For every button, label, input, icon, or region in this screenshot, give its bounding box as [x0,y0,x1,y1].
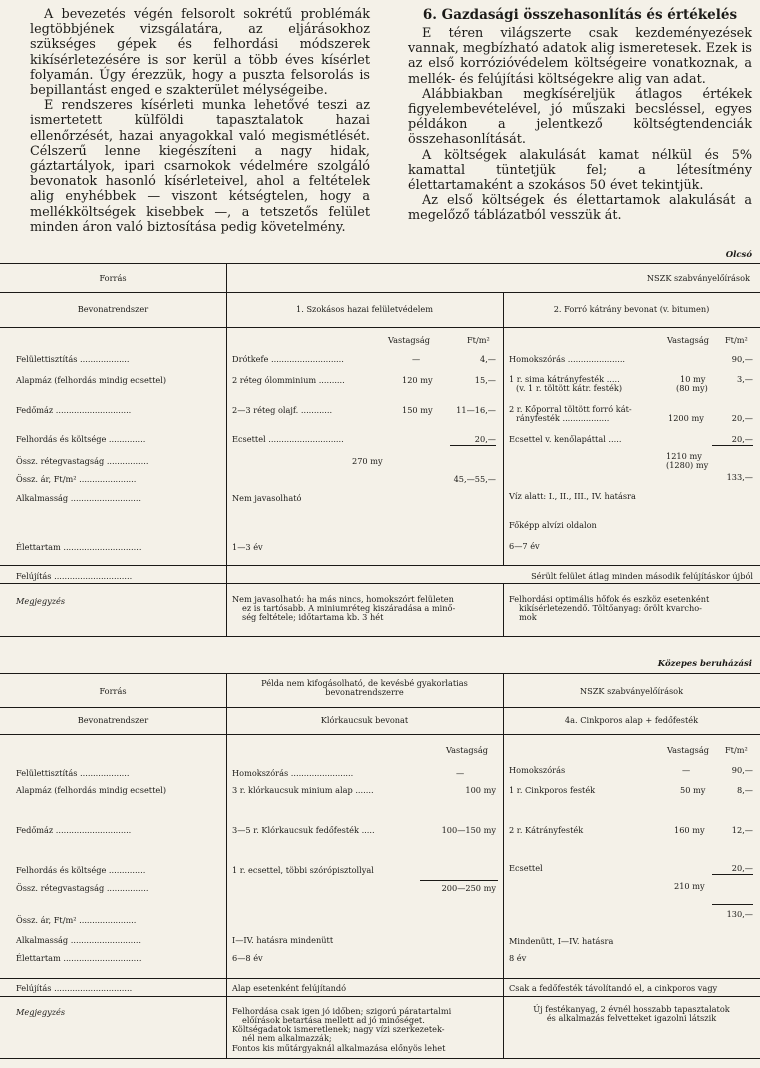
t1-c2-ossz-reteg-2: (1280) my [666,460,709,470]
t2-nszk: NSZK szabványelőírások [579,686,684,696]
left-paragraph-2: E rendszeres kísérleti munka lehetővé teszi az ismertetett külföldi tapasztalatok hazai ellenőrzését, hazai anyagokkal való megismétlését. Célszerű lenne kiegészíteni a nagy hidak, gáztartályok, ipari csarnokok védelmére szolgáló bevonatok hasonló kísérleteivel, ahol a feltételek alig enyhébbek — viszont kétségtelen, hogy a mellékköltségek kisebbek —, a tetszetős felület minden áron való biztosítása pedig követelmény. [30,98,370,235]
t2-row-felhordas: Felhordás és költsége .............. [16,865,146,875]
t1-c1-ossz-ar: 45,—55,— [453,474,496,484]
t2-c1-alap-v: 100 my [465,785,496,795]
t1-c2-alap-name-1: 1 r. sima kátrányfesték ..... [509,374,620,384]
t1-c2-alkalmassag-2: Főképp alvízi oldalon [509,520,597,530]
t2-c1-megjegyzes-1: Felhordása csak igen jó időben; szigorú páratartalmi [232,1006,452,1016]
t1-c1-megjegyzes-2: ez is tartósabb. A miniumréteg kiszáradása a minő- [242,603,456,613]
t1-row-elettartam: Élettartam .............................. [16,542,142,552]
t2-row-megjegyzes: Megjegyzés [16,1007,66,1017]
t1-c2-fedo-name-1: 2 r. Kőporral töltött forró kát- [509,404,632,414]
t2-c1-head-1: Példa nem kifogásolható, de kevésbé gyakorlatias [261,678,468,688]
t1-c2-alap-name-2: (v. 1 r. töltött kátr. festék) [516,383,623,393]
t2-c1-unit-vast: Vastagság [446,745,488,755]
t2-forras: Forrás [99,686,127,696]
t2-c2-felh-ft: 20,— [712,864,753,875]
t2-c1-felulet-name: Homokszórás ........................ [232,768,354,778]
t2-c2-alap-v: 50 my [680,785,706,795]
table2-tag: Közepes beruházási [657,659,752,669]
t1-c1-unit-ft: Ft/m² [467,335,490,345]
t2-c2-title: 4a. Cinkporos alap + fedőfesték [564,715,699,725]
t2-row-felujitas: Felújítás .............................. [16,983,133,993]
t2-c1-ossz-reteg: 200—250 my [441,883,496,893]
t2-c1-megjegyzes-3: Költségadatok ismeretlenek; nagy vízi szerkezetek- [232,1024,445,1034]
t1-nszk: NSZK szabványelőírások [646,273,750,283]
t1-c2-alap-ft: 3,— [737,374,753,384]
t1-col2-title: 2. Forró kátrány bevonat (v. bitumen) [553,304,710,314]
t1-c2-unit-ft: Ft/m² [725,335,748,345]
t1-row-fedomaz: Fedőmáz ............................. [16,405,132,415]
t1-row-felulettisztitas: Felülettisztítás ................... [16,354,130,364]
t2-c1-head-2: bevonatrendszerre [325,687,404,697]
t1-row-alkalmassag: Alkalmasság ........................... [16,493,142,503]
left-text-column [30,7,370,235]
right-paragraph-3: A költségek alakulását kamat nélkül és 5% kamattal tüntetjük fel; a létesítmény élettartamaként a szokásos 50 évet tekintjük. [408,147,752,194]
t1-col1-title: 1. Szokásos hazai felületvédelem [296,304,433,314]
t2-row-felulettisztitas: Felülettisztítás ................... [16,768,130,778]
t1-c1-megjegyzes-3: ség feltétele; időtartama kb. 3 hét [242,612,384,622]
t1-c2-megjegyzes-2: kikísérletezendő. Töltőanyag: őrölt kvarcho- [519,603,702,613]
t2-c2-felulet-ft: 90,— [731,765,753,775]
t1-c1-alap-ft: 15,— [474,375,496,385]
t2-c1-megjegyzes-4: nél nem alkalmazzák; [242,1033,332,1043]
t1-c1-felulet-name: Drótkefe ............................ [232,354,344,364]
t2-c2-fedo-ft: 12,— [731,825,753,835]
t2-c2-unit-vast: Vastagság [667,745,709,755]
t2-row-elettartam: Élettartam .............................. [16,953,142,963]
t1-c2-felulet-name: Homokszórás ...................... [509,354,626,364]
t2-c2-megjegyzes-2: és alkalmazás felvetteket igazolni látszik [546,1013,717,1023]
t2-c1-alap-name: 3 r. klórkaucsuk minium alap ....... [232,785,374,795]
t1-c2-alap-v-1: 10 my [680,374,706,384]
right-paragraph-4: Az első költségek és élettartamok alakulását a megelőző táblázatból vesszük át. [408,193,752,224]
t2-c2-felujitas: Csak a fedőfesték távolítandó el, a cinkporos vagy [509,983,718,993]
t1-c2-alap-v-2: (80 my) [676,383,708,393]
right-paragraph-1: E téren világszerte csak kezdeményezések vannak, megbízható adatok alig ismeretesek. Ezek is az első korrózióvédelem költségeire vonatkoznak, a mellék- és felújítási költségekre alig van adat. [408,26,752,87]
t2-c1-felulet-v: — [456,768,465,778]
t1-c2-fedo-name-2: rányfesték .................. [516,413,610,423]
table1-tag: Olcsó [725,250,752,260]
section-heading: 6. Gazdasági összehasonlítás és értékelés [422,7,738,23]
t2-c2-fedo-v: 160 my [674,825,705,835]
t1-row-ossz-reteg: Össz. rétegvastagság ................ [16,456,149,466]
t2-c1-elettartam: 6—8 év [232,953,263,963]
t2-row-alapmaz: Alapmáz (felhordás mindig ecsettel) [16,785,167,795]
t1-c1-ossz-reteg: 270 my [352,456,383,466]
t2-bevonatrendszer: Bevonatrendszer [77,715,149,725]
t1-row-alapmaz: Alapmáz (felhordás mindig ecsettel) [16,375,167,385]
t2-c2-alkalmassag: Mindenütt, I—IV. hatásra [509,936,614,946]
right-text-column [408,7,752,224]
t1-c2-felh-ft: 20,— [712,435,753,446]
t2-c2-unit-ft: Ft/m² [725,745,748,755]
t2-c2-felulet-v: — [682,765,691,775]
t2-c1-felujitas: Alap esetenként felújítandó [232,983,347,993]
t1-c2-ossz-reteg-1: 1210 my [666,451,702,461]
t1-c2-fedo-v: 1200 my [668,413,704,423]
t1-c2-unit-vast: Vastagság [667,335,709,345]
t2-c2-ossz-ar: 130,— [726,909,753,919]
t1-c1-fedo-v: 150 my [402,405,433,415]
t1-c1-alkalmassag: Nem javasolható [232,493,302,503]
t1-c1-felulet-ft: 4,— [480,354,496,364]
t1-c2-ossz-ar: 133,— [726,472,753,482]
t2-c2-alap-name: 1 r. Cinkporos festék [509,785,596,795]
t2-row-fedomaz: Fedőmáz ............................. [16,825,132,835]
t2-c1-megjegyzes-2: előírások betartása mellett ad jó minőséget. [242,1015,425,1025]
t2-c1-megjegyzes-5: Fontos kis műtárgyaknál alkalmazása előnyös lehet [232,1043,446,1053]
t1-c1-felh-ft: 20,— [450,435,496,446]
t1-c1-elettartam: 1—3 év [232,542,263,552]
t2-c1-title: Klórkaucsuk bevonat [320,715,409,725]
t2-c2-megjegyzes-1: Új festékanyag, 2 évnél hosszabb tapasztalatok [533,1004,730,1014]
t1-c2-fedo-ft: 20,— [731,413,753,423]
t1-row-ossz-ar: Össz. ár, Ft/m² ...................... [16,474,137,484]
t1-c1-fedo-name: 2—3 réteg olajf. ............ [232,405,333,415]
t1-c1-fedo-ft: 11—16,— [456,405,496,415]
t2-c2-elettartam: 8 év [509,953,527,963]
t1-c1-felh-name: Ecsettel ............................. [232,434,344,444]
t1-c2-megjegyzes-1: Felhordási optimális hőfok és eszköz esetenként [509,594,710,604]
t2-row-ossz-reteg: Össz. rétegvastagság ................ [16,883,149,893]
t2-c2-ossz-reteg: 210 my [674,881,705,891]
t1-c2-megjegyzes-3: mok [519,612,537,622]
t1-forras: Forrás [99,273,127,283]
t1-bevonatrendszer: Bevonatrendszer [77,304,149,314]
t2-c2-felh-name: Ecsettel [509,863,543,873]
t2-c2-alap-ft: 8,— [737,785,753,795]
t1-row-megjegyzes: Megjegyzés [16,596,66,606]
t1-c1-alap-v: 120 my [402,375,433,385]
left-paragraph-1: A bevezetés végén felsorolt sokrétű problémák legtöbbjének vizsgálatára, az eljárásokhoz szükséges gépek és felhordási módszerek kikísérletezésére is sor kerül a több éves kísérlet folyamán. Úgy érezzük, hogy a puszta felsorolás is bepillantást enged e szakterület mélységeibe. [30,7,370,99]
t1-c2-elettartam: 6—7 év [509,541,540,551]
t1-row-felhordas: Felhordás és költsége .............. [16,434,146,444]
t2-row-ossz-ar: Össz. ár, Ft/m² ...................... [16,915,137,925]
t1-c1-unit-vast: Vastagság [388,335,430,345]
t2-c1-fedo-name: 3—5 r. Klórkaucsuk fedőfesték ..... [232,825,375,835]
t1-c2-felulet-ft: 90,— [731,354,753,364]
t1-c2-felh-name: Ecsettel v. kenőlapáttal ..... [509,434,622,444]
t2-row-alkalmassag: Alkalmasság ........................... [16,935,142,945]
t2-c1-alkalmassag: I—IV. hatásra mindenütt [232,935,334,945]
right-paragraph-2: Alábbiakban megkíséreljük átlagos értékek figyelembevételével, jó műszaki becsléssel, egyes példákon a jelentkező költségtendenciák összehasonlítását. [408,86,752,148]
t2-c1-fedo-v: 100—150 my [441,825,496,835]
t1-c1-felulet-v: — [412,354,421,364]
t2-c1-felh-name: 1 r. ecsettel, többi szórópisztollyal [232,865,374,875]
t2-c2-fedo-name: 2 r. Kátrányfesték [509,825,584,835]
t1-felujitas-span: Sérült felület átlag minden második felújításkor újból [531,571,753,581]
t1-c2-alkalmassag-1: Víz alatt: I., II., III., IV. hatásra [509,491,636,501]
t2-c2-felulet-name: Homokszórás [509,765,566,775]
t1-c1-alap-name: 2 réteg ólomminium .......... [232,375,345,385]
t1-c1-megjegyzes-1: Nem javasolható: ha más nincs, homokszórt felületen [232,594,454,604]
t1-row-felujitas: Felújítás .............................. [16,571,133,581]
